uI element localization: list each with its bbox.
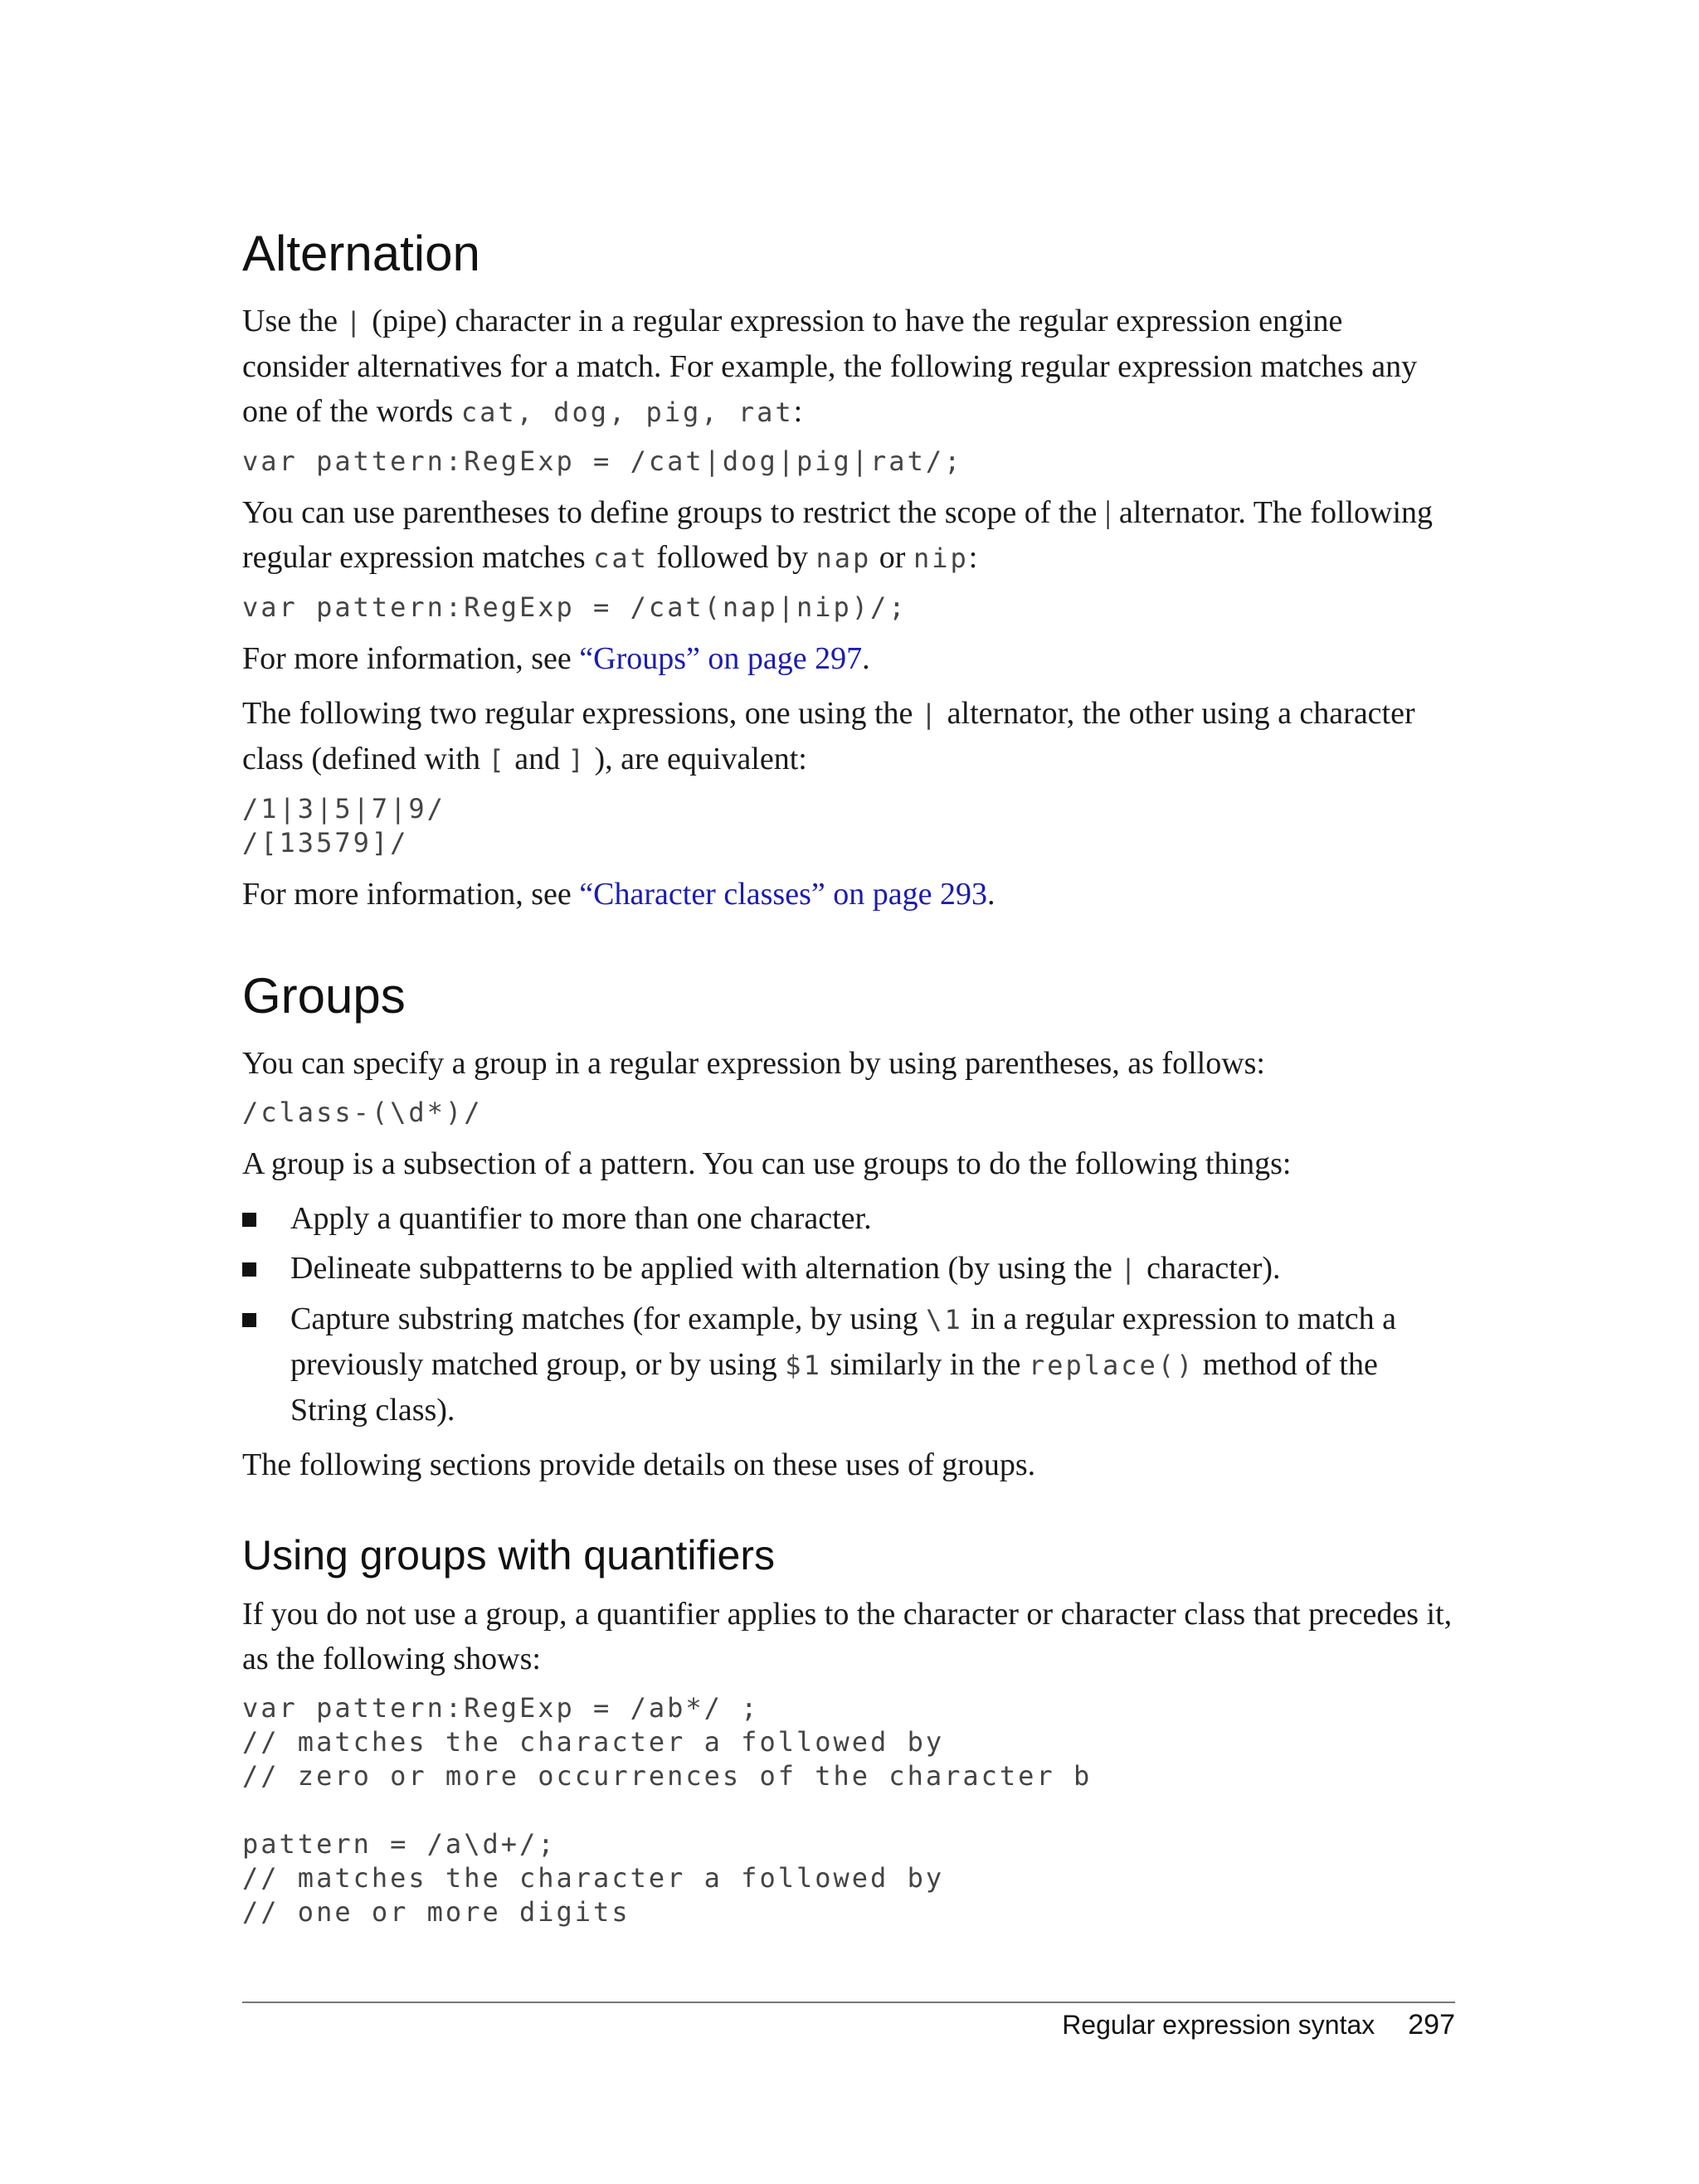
list-item: Delineate subpatterns to be applied with alternation (by using the | character).	[242, 1246, 1455, 1291]
inline-code-cat: cat	[593, 542, 649, 574]
inline-code-pipe: |	[1120, 1253, 1139, 1285]
page-content	[242, 224, 1455, 1941]
link-groups[interactable]: “Groups” on page 297	[579, 641, 863, 676]
section-heading-alternation: Alternation	[242, 226, 480, 281]
subsection-heading-quantifiers: Using groups with quantifiers	[242, 1532, 775, 1578]
inline-code-dollar-one: $1	[785, 1350, 822, 1381]
code-block-quantifiers: var pattern:RegExp = /ab*/ ; // matches the character a followed by // zero or more occurrences of the character b pattern = /a\d+/; // matches the character a followed by // one or more digits	[242, 1692, 1093, 1928]
footer-section-title: Regular expression syntax	[1062, 2010, 1375, 2040]
code-block-alternation: var pattern:RegExp = /cat|dog|pig|rat/;	[242, 445, 963, 477]
inline-code-right-bracket: ]	[567, 744, 587, 776]
paragraph-groups-sections: The following sections provide details on these uses of groups.	[242, 1447, 1036, 1482]
bullet-square-icon	[242, 1213, 256, 1227]
paragraph-see-groups: For more information, see “Groups” on page 297.	[242, 641, 870, 676]
inline-code-replace: replace()	[1028, 1350, 1195, 1381]
paragraph-equivalent: The following two regular expressions, one using the | alternator, the other using a character class (defined with [ and ] ), are equivalent:	[242, 696, 1415, 776]
list-item: Capture substring matches (for example, by using \1 in a regular expression to match a previously matched group, or by using $1 similarly in the replace() method of the String class).	[242, 1296, 1455, 1432]
page-footer	[1062, 2009, 1455, 2041]
code-block-equivalent: /1|3|5|7|9/ /[13579]/	[242, 793, 445, 859]
link-character-classes[interactable]: “Character classes” on page 293	[579, 877, 987, 912]
inline-code-nip: nip	[913, 542, 969, 574]
paragraph-parentheses: You can use parentheses to define groups to restrict the scope of the | alternator. The following regular expression matches cat followed by nap or nip:	[242, 495, 1434, 575]
paragraph-quantifiers: If you do not use a group, a quantifier applies to the character or character class that precedes it, as the following shows:	[242, 1597, 1453, 1676]
code-block-parentheses: var pattern:RegExp = /cat(nap|nip)/;	[242, 591, 908, 623]
inline-code-backref: \1	[926, 1304, 963, 1335]
code-block-groups: /class-(\d*)/	[242, 1097, 483, 1128]
inline-code-nap: nap	[815, 542, 872, 574]
inline-code-words: cat, dog, pig, rat	[460, 396, 794, 428]
paragraph-groups-intro: You can specify a group in a regular expression by using parentheses, as follows:	[242, 1046, 1265, 1081]
paragraph-see-character-classes: For more information, see “Character classes” on page 293.	[242, 877, 996, 912]
page-number: 297	[1408, 2009, 1455, 2041]
bullet-square-icon	[242, 1313, 256, 1327]
inline-code-left-bracket: [	[488, 744, 507, 776]
section-heading-groups: Groups	[242, 968, 406, 1024]
inline-code-pipe: |	[345, 306, 364, 338]
paragraph-alternation-intro: Use the | (pipe) character in a regular expression to have the regular expression engine consider alternatives for a match. For example, the following regular expression matches any one of the words cat, dog, pig, rat:	[242, 304, 1418, 429]
list-item: Apply a quantifier to more than one character.	[242, 1196, 1455, 1241]
footer-divider	[242, 2002, 1455, 2003]
bullet-square-icon	[242, 1262, 256, 1277]
bullet-list	[242, 1196, 1455, 1432]
inline-code-pipe: |	[920, 698, 940, 730]
paragraph-groups-subsection: A group is a subsection of a pattern. You can use groups to do the following things:	[242, 1146, 1292, 1181]
